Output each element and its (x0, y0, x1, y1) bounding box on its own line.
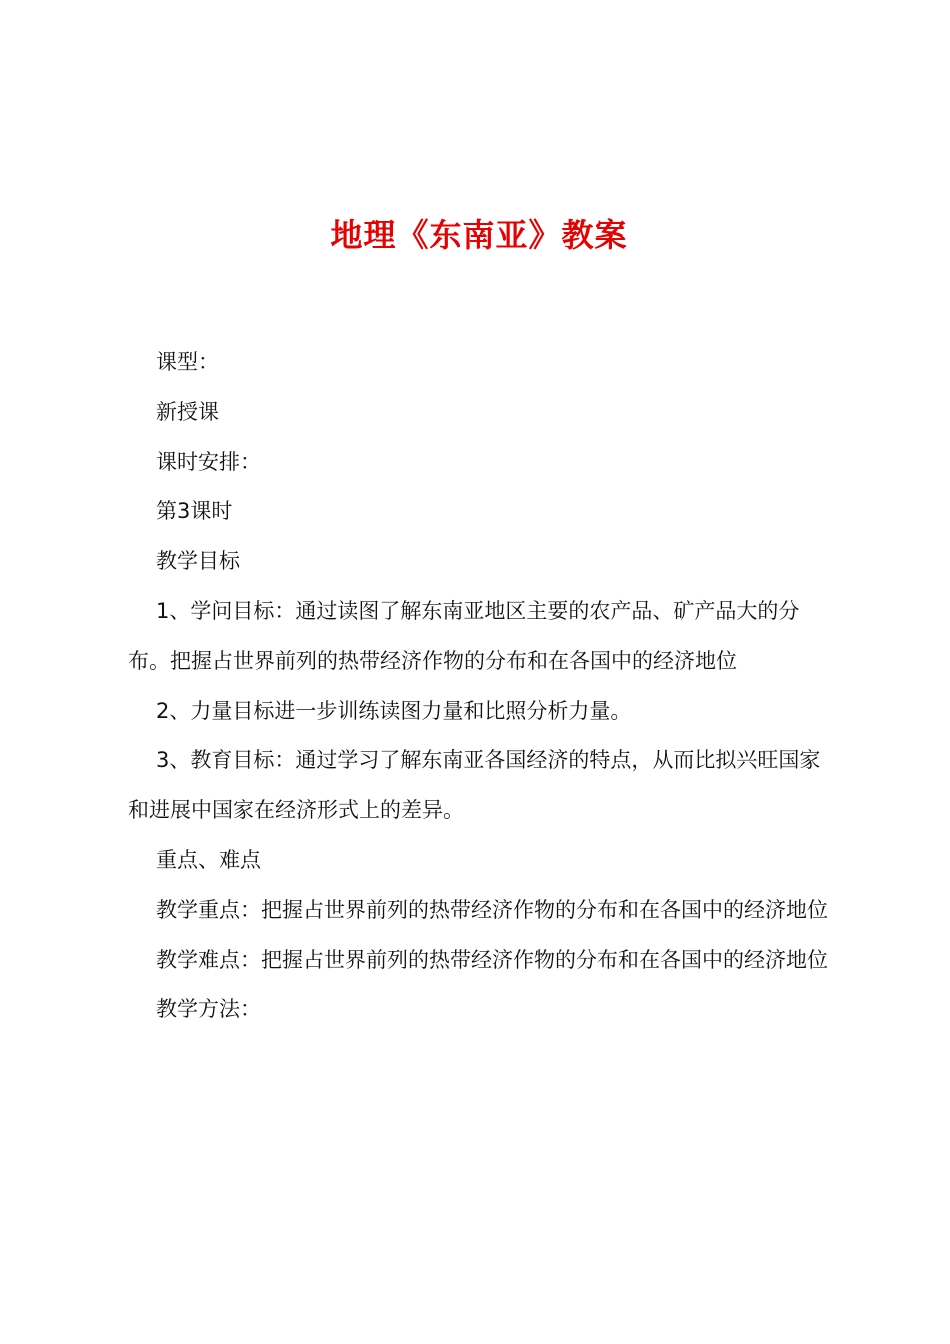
paragraph-objectives-heading: 教学目标 (156, 549, 240, 574)
paragraph-ability-objective: 2、力量目标进一步训练读图力量和比照分析力量。 (156, 698, 632, 723)
paragraph-schedule-value: 第3课时 (156, 499, 233, 524)
paragraph-lesson-type-value: 新授课 (156, 399, 219, 424)
paragraph-knowledge-objective: 1、学问目标：通过读图了解东南亚地区主要的农产品、矿产品大的分布。把握占世界前列的热带经济作物的分布和在各国中的经济地位 (128, 598, 800, 673)
paragraph-schedule-label: 课时安排： (156, 449, 261, 474)
document-body (128, 338, 838, 1035)
paragraph-key-points-heading: 重点、难点 (156, 847, 261, 872)
paragraph-teaching-difficulty: 教学难点：把握占世界前列的热带经济作物的分布和在各国中的经济地位 (156, 947, 828, 972)
paragraph-education-objective: 3、教育目标：通过学习了解东南亚各国经济的特点，从而比拟兴旺国家和进展中国家在经济形式上的差异。 (128, 748, 821, 823)
document-title: 地理《东南亚》教案 (330, 216, 628, 254)
paragraph-teaching-focus: 教学重点：把握占世界前列的热带经济作物的分布和在各国中的经济地位 (156, 897, 828, 922)
paragraph-lesson-type-label: 课型： (156, 350, 219, 374)
paragraph-teaching-method-label: 教学方法： (156, 997, 261, 1022)
